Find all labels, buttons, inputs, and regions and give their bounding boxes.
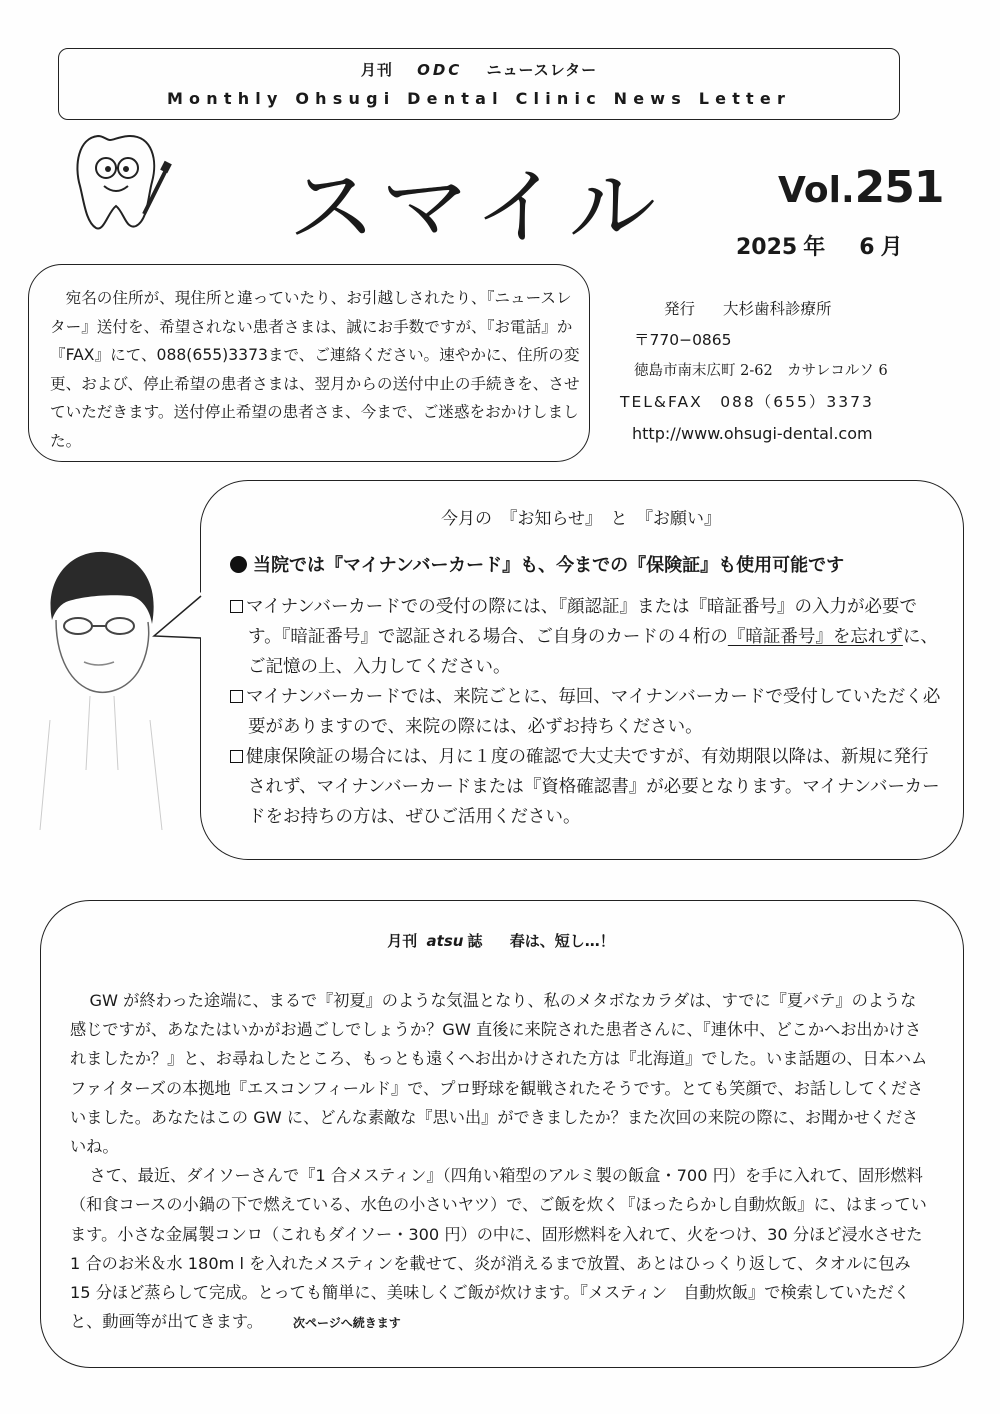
column-paragraph (70, 1161, 932, 1338)
announcement-item (230, 742, 942, 832)
item1-underlined: 『暗証番号』を忘れず (727, 627, 903, 647)
announcement-items (230, 592, 942, 832)
column-paragraph-2-text: さて、最近、ダイソーさんで『1 合メスティン』（四角い箱型のアルミ製の飯盒・700 円）を手に入れて、固形燃料（和食コースの小鍋の下で燃えている、水色の小さいヤツ）で、ご飯を炊く『ほったらかし自動炊飯』に、はまっています。小さな金属製コンロ（これもダイソー・300 円）の中に、固形燃料を入れて、火をつけ、30 分ほど浸水させた 1 合のお米＆水 180m l を入れたメスティンを載せて、炎が消えるまで放置、あとはひっくり返して、タオルに包み 15 分ほど蒸らして完成。とっても簡単に、美味しくご飯が炊けます。『メスティン 自動炊飯』で検索していただくと、動画等が出てきます。 (70, 1166, 927, 1332)
item1-text: マイナンバーカードでの受付の際には、『顔認証』または『暗証番号』の入力が必要です。『暗証番号』で認証される場合、ご自身のカードの４桁の (246, 597, 917, 647)
announcement-headline (230, 551, 844, 577)
publisher-address: 徳島市南末広町 2-62 カサレコルソ 6 (634, 363, 888, 379)
header-monthly: 月刊 (360, 61, 393, 79)
header-newsletter: ニュースレター (486, 61, 598, 79)
header-english-line: Monthly Ohsugi Dental Clinic News Letter (166, 89, 792, 108)
item2-text: マイナンバーカードでは、来院ごとに、毎回、マイナンバーカードで受付していただく必要がありますので、来院の際には、必ずお持ちください。 (246, 687, 941, 737)
newsletter-title: スマイル (288, 158, 663, 256)
issue-month: 6 (859, 235, 875, 260)
bullet-dot-icon (230, 556, 247, 573)
header-japanese-line (59, 59, 899, 80)
header-odc: ODC (417, 61, 463, 79)
newsletter-header (58, 48, 900, 120)
address-notice (50, 284, 580, 456)
publisher-label: 発行 (664, 300, 696, 318)
column-body (70, 986, 932, 1338)
doctor-portrait-icon (30, 540, 170, 830)
issue-month-unit: 月 (880, 235, 903, 260)
item1-text-after: に、ご記憶の上、入力してください。 (248, 627, 938, 677)
tooth-mascot-icon (68, 126, 178, 236)
bubble-tail (150, 590, 220, 650)
column-title-suffix: 誌 (467, 932, 483, 950)
publisher-postal: 〒770−0865 (634, 331, 732, 349)
announcement-title: 今月の 『お知らせ』 と 『お願い』 (441, 509, 721, 529)
announcement-item (230, 592, 942, 682)
checkbox-icon (230, 690, 243, 703)
issue-year-unit: 年 (803, 235, 826, 260)
column-paragraph: GW が終わった途端に、まるで『初夏』のような気温となり、私のメタボなカラダは、すでに『夏バテ』のような感じですが、あなたはいかがお過ごしでしょうか？GW 直後に来院された患者さんに、『連休中、どこかへお出かけされましたか？』と、お尋ねしたところ、もっとも遠くへお出かけされた方は『北海道』でした。いま話題の、日本ハムファイターズの本拠地『エスコンフィールド』で、プロ野球を観戦されたそうです。とても笑顔で、お話ししてくださいました。あなたはこの GW に、どんな素敵な『思い出』ができましたか？また次回の来院の際に、お聞かせくださいね。 (70, 991, 928, 1157)
issue-year: 2025 (736, 235, 798, 260)
column-title-sub: 春は、短し…！ (509, 932, 615, 950)
announcement-item (230, 682, 942, 742)
publisher-line (620, 294, 888, 325)
publisher-url: http://www.ohsugi-dental.com (632, 424, 873, 443)
issue-date (736, 230, 909, 261)
volume-number (778, 162, 944, 213)
publisher-info (620, 294, 888, 449)
address-notice-text: 宛名の住所が、現住所と違っていたり、お引越しされたり、『ニュースレター』送付を、希望されない患者さまは、誠にお手数ですが、『お電話』か『FAX』にて、088(655)3373まで、ご連絡ください。速やかに、住所の変更、および、停止希望の患者さまは、翌月からの送付中止の手続きを、させていただきます。送付停止希望の患者さま、今まで、ご迷惑をおかけしました。 (50, 289, 580, 450)
volume-prefix: Vol. (778, 170, 855, 211)
item3-text: 健康保険証の場合には、月に１度の確認で大丈夫ですが、有効期限以降は、新規に発行されず、マイナンバーカードまたは『資格確認書』が必要となります。マイナンバーカードをお持ちの方は、ぜひご活用ください。 (246, 747, 940, 827)
checkbox-icon (230, 600, 243, 613)
column-title (40, 930, 962, 951)
checkbox-icon (230, 750, 243, 763)
column-title-atsu: atsu (426, 932, 464, 950)
publisher-tel: TEL&FAX 088（655）3373 (620, 393, 874, 411)
publisher-name: 大杉歯科診療所 (723, 300, 832, 318)
column-title-prefix: 月刊 (387, 932, 418, 950)
next-page-note: 次ページへ続きます (292, 1316, 401, 1331)
volume-value: 251 (854, 162, 944, 213)
announcement-headline-text: 当院では『マイナンバーカード』も、今までの『保険証』も使用可能です (253, 555, 845, 576)
